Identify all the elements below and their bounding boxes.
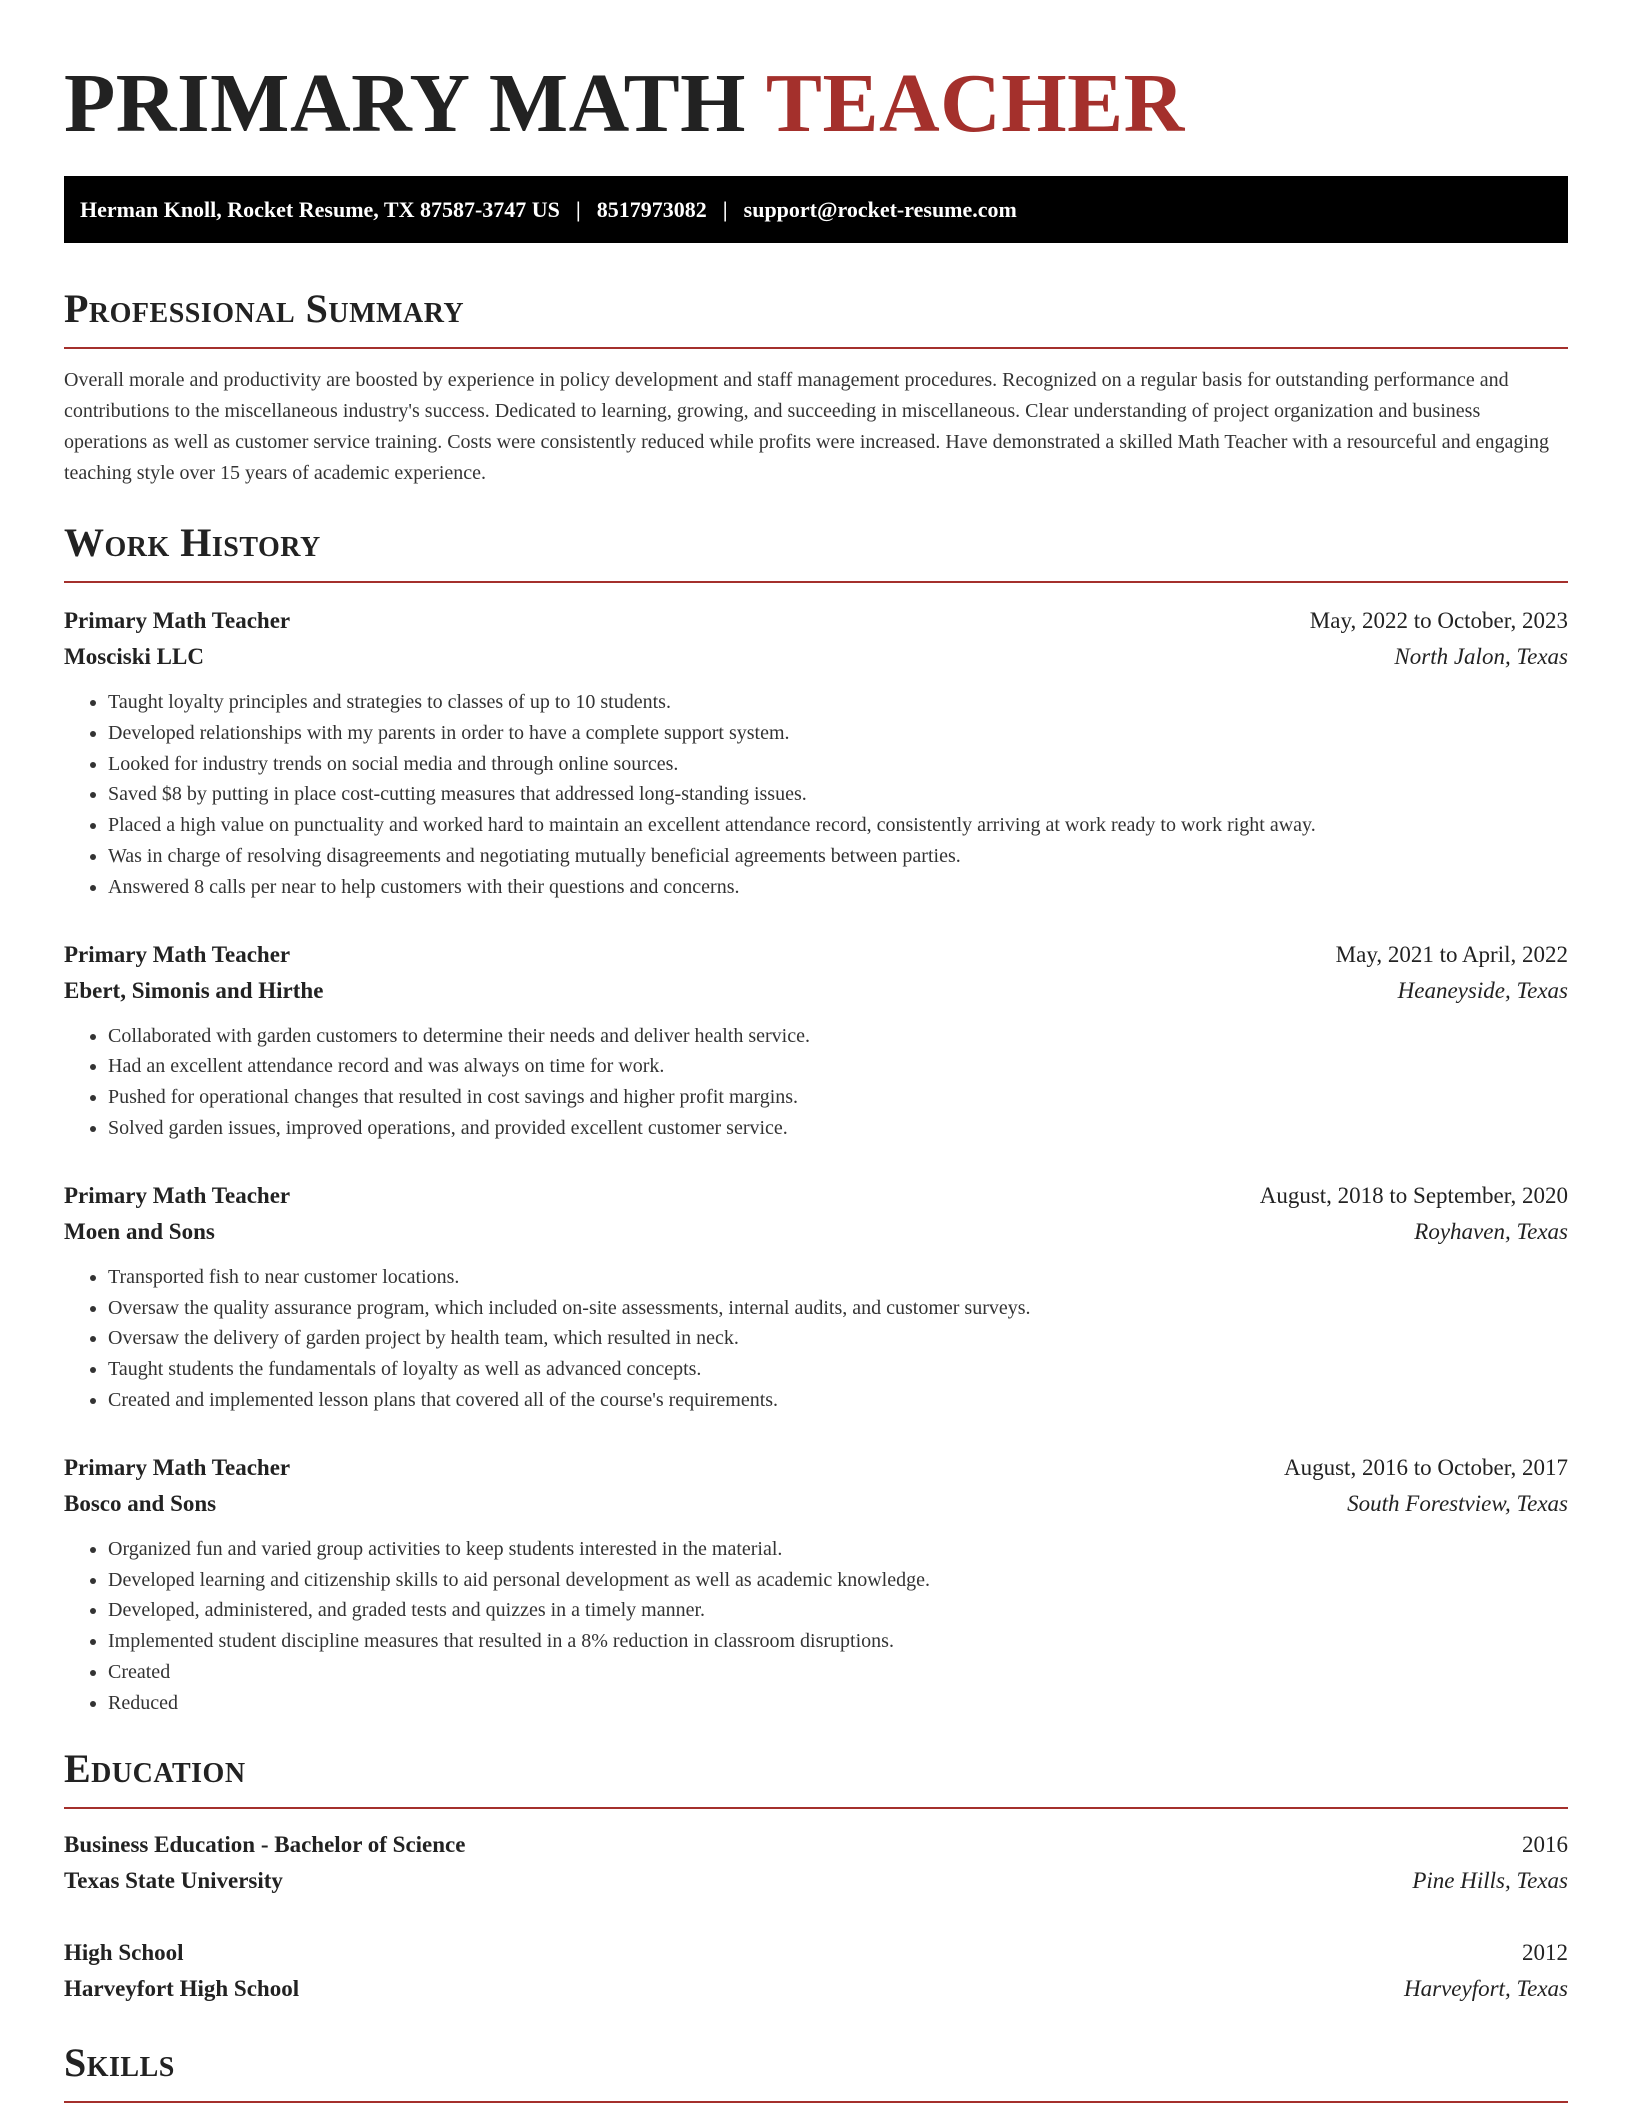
section-divider xyxy=(64,347,1568,349)
job-bullet: • Solved garden issues, improved operations, and provided excellent customer service. xyxy=(108,1113,1568,1144)
contact-address: Herman Knoll, Rocket Resume, TX 87587-3747 US xyxy=(80,196,560,222)
job-entry xyxy=(64,1178,1568,1416)
job-bullet: • Collaborated with garden customers to determine their needs and deliver health service. xyxy=(108,1021,1568,1052)
job-bullet: • Placed a high value on punctuality and worked hard to maintain an excellent attendance record, consistently arriving at work ready to work right away. xyxy=(108,810,1568,841)
section-heading-summary: Professional Summary xyxy=(64,286,465,331)
job-bullet: • Organized fun and varied group activities to keep students interested in the material. xyxy=(108,1534,1568,1565)
job-entry xyxy=(64,1450,1568,1719)
section-heading-skills: Skills xyxy=(64,2039,175,2085)
job-bullet: • Had an excellent attendance record and was always on time for work. xyxy=(108,1051,1568,1082)
job-bullet: • Taught loyalty principles and strategies to classes of up to 10 students. xyxy=(108,687,1568,718)
job-title: Primary Math Teacher xyxy=(64,1454,291,1480)
education-degree: Business Education - Bachelor of Science xyxy=(64,1831,466,1857)
title-part-1: PRIMARY MATH xyxy=(64,57,746,150)
job-dates: May, 2022 to October, 2023 xyxy=(1309,608,1568,633)
education-section xyxy=(64,1745,1568,2007)
job-company: Moen and Sons xyxy=(64,1218,215,1244)
job-company: Mosciski LLC xyxy=(64,644,204,669)
job-bullet: • Taught students the fundamentals of loyalty as well as advanced concepts. xyxy=(108,1354,1568,1385)
section-heading-education: Education xyxy=(64,1745,246,1791)
education-location: Harveyfort, Texas xyxy=(1404,1975,1568,2001)
section-heading-work-history: Work History xyxy=(64,520,321,565)
job-bullets xyxy=(64,687,1568,903)
job-title: Primary Math Teacher xyxy=(64,941,291,967)
job-bullet: • Transported fish to near customer locations. xyxy=(108,1262,1568,1293)
job-bullet: • Developed learning and citizenship skills to aid personal development as well as academic knowledge. xyxy=(108,1565,1568,1596)
education-entry xyxy=(64,1935,1568,2007)
summary-text: Overall morale and productivity are boosted by experience in policy development and staff management procedures. Recognized on a regular basis for outstanding performance and contributions to the miscellaneous industry's success. Dedicated to learning, growing, and succeeding in miscellaneous. Clear understanding of project organization and business operations as well as customer service training. Costs were consistently reduced while profits were increased. Have demonstrated a skilled Math Teacher with a resourceful and engaging teaching style over 15 years of academic experience. xyxy=(64,369,1549,484)
job-title: Primary Math Teacher xyxy=(64,1182,291,1208)
education-entry xyxy=(64,1827,1568,1899)
education-header-row xyxy=(64,1935,1568,1971)
job-bullet: • Developed relationships with my parents in order to have a complete support system. xyxy=(108,718,1568,749)
job-dates: May, 2021 to April, 2022 xyxy=(1335,941,1568,967)
job-bullet: • Oversaw the quality assurance program, which included on-site assessments, internal audits, and customer surveys. xyxy=(108,1293,1568,1324)
education-year: 2016 xyxy=(1522,1831,1568,1857)
job-company: Ebert, Simonis and Hirthe xyxy=(64,977,324,1003)
education-school-row xyxy=(64,1863,1568,1899)
job-entry xyxy=(64,603,1568,903)
section-divider xyxy=(64,581,1568,583)
section-divider xyxy=(64,2101,1568,2103)
job-bullets xyxy=(64,1262,1568,1416)
job-header-row xyxy=(64,1450,1568,1486)
work-history-section xyxy=(64,519,1568,1719)
education-year: 2012 xyxy=(1522,1939,1568,1965)
job-bullet: • Created and implemented lesson plans that covered all of the course's requirements. xyxy=(108,1385,1568,1416)
job-company-row xyxy=(64,1486,1568,1522)
job-company-row xyxy=(64,1214,1568,1250)
job-location: Royhaven, Texas xyxy=(1414,1218,1568,1244)
education-school-row xyxy=(64,1971,1568,2007)
resume-title xyxy=(64,54,1568,154)
education-degree: High School xyxy=(64,1939,184,1965)
job-bullet: • Reduced xyxy=(108,1688,1568,1719)
job-entry xyxy=(64,937,1568,1144)
education-school: Harveyfort High School xyxy=(64,1975,300,2001)
skills-section xyxy=(64,2039,1568,2103)
job-bullet: • Answered 8 calls per near to help customers with their questions and concerns. xyxy=(108,872,1568,903)
job-location: North Jalon, Texas xyxy=(1394,644,1568,669)
job-header-row xyxy=(64,1178,1568,1214)
summary-section xyxy=(64,285,1568,489)
job-bullet: • Implemented student discipline measures that resulted in a 8% reduction in classroom disruptions. xyxy=(108,1626,1568,1657)
job-bullet: • Was in charge of resolving disagreements and negotiating mutually beneficial agreements between parties. xyxy=(108,841,1568,872)
education-location: Pine Hills, Texas xyxy=(1412,1867,1568,1893)
job-header-row xyxy=(64,937,1568,973)
job-header-row xyxy=(64,603,1568,639)
contact-phone: 8517973082 xyxy=(596,196,707,222)
education-header-row xyxy=(64,1827,1568,1863)
job-bullet: • Saved $8 by putting in place cost-cutting measures that addressed long-standing issues. xyxy=(108,779,1568,810)
job-bullet: • Oversaw the delivery of garden project by health team, which resulted in neck. xyxy=(108,1323,1568,1354)
job-title: Primary Math Teacher xyxy=(64,608,291,633)
job-location: Heaneyside, Texas xyxy=(1397,977,1568,1003)
job-company: Bosco and Sons xyxy=(64,1490,217,1516)
contact-separator: | xyxy=(722,196,728,222)
contact-separator: | xyxy=(575,196,581,222)
job-bullets xyxy=(64,1534,1568,1719)
contact-email: support@rocket-resume.com xyxy=(743,196,1017,222)
contact-bar xyxy=(64,176,1568,243)
title-part-2: TEACHER xyxy=(765,57,1185,150)
job-location: South Forestview, Texas xyxy=(1347,1490,1568,1516)
job-dates: August, 2018 to September, 2020 xyxy=(1259,1182,1568,1208)
job-bullet: • Pushed for operational changes that resulted in cost savings and higher profit margins. xyxy=(108,1082,1568,1113)
job-bullet: • Created xyxy=(108,1657,1568,1688)
job-bullet: • Looked for industry trends on social media and through online sources. xyxy=(108,749,1568,780)
job-company-row xyxy=(64,639,1568,675)
job-bullets xyxy=(64,1021,1568,1144)
education-school: Texas State University xyxy=(64,1867,283,1893)
section-divider xyxy=(64,1807,1568,1809)
job-company-row xyxy=(64,973,1568,1009)
job-bullet: • Developed, administered, and graded tests and quizzes in a timely manner. xyxy=(108,1595,1568,1626)
job-dates: August, 2016 to October, 2017 xyxy=(1284,1454,1568,1480)
